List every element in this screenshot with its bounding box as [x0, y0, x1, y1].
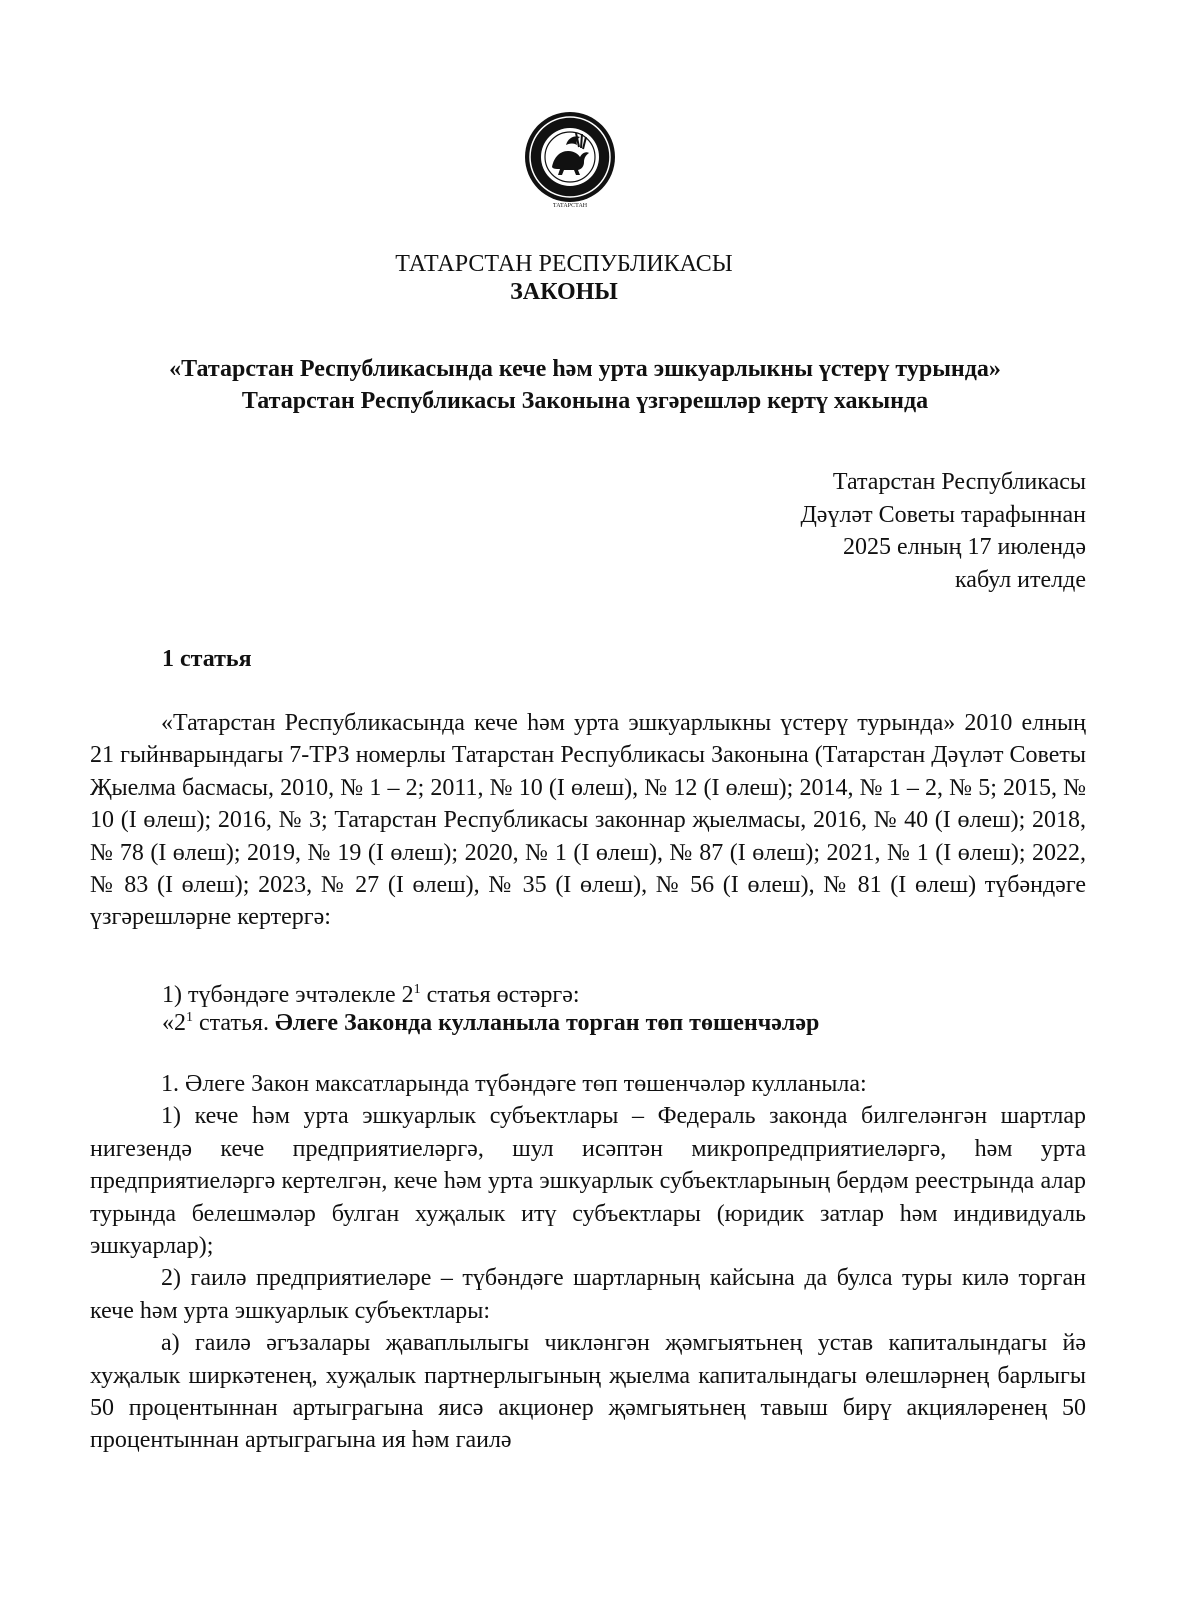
definitions-block [90, 1068, 1086, 1457]
law-heading-line2: Татарстан Республикасы Законына үзгәрешләр кертү хакында [241, 388, 929, 414]
adoption-line3: 2025 елның 17 июлендә [843, 534, 1086, 560]
article-heading: 1 статья [162, 646, 252, 672]
definition-2: 2) гаилә предприятиеләре – түбәндәге шартларның кайсына да булса туры килә торган кече һәм урта эшкуарлык субъектлары: [90, 1265, 1086, 1324]
coat-of-arms-emblem [522, 105, 618, 213]
law-heading [90, 353, 1080, 417]
definitions-intro: 1. Әлеге Закон максатларында түбәндәге төп төшенчәләр кулланыла: [161, 1071, 867, 1097]
article-intro-paragraph: «Татарстан Республикасында кече һәм урта эшкуарлыкны үстерү турында» 2010 елның 21 гыйнварындагы 7-ТРЗ номерлы Татарстан Республикасы Законына (Татарстан Дәүләт Советы Җыелма басмасы, 2010, № 1 – 2; 2011, № 10 (I өлеш), № 12 (I өлеш); 2014, № 1 – 2, № 5; 2015, № 10 (I өлеш); 2016, № 3; Татарстан Республикасы законнар җыелмасы, 2016, № 40 (I өлеш); 2018, № 78 (I өлеш); 2019, № 19 (I өлеш); 2020, № 1 (I өлеш), № 87 (I өлеш); 2021, № 1 (I өлеш); 2022, № 83 (I өлеш); 2023, № 27 (I өлеш), № 35 (I өлеш), № 56 (I өлеш), № 81 (I өлеш) түбәндәге үзгәрешләрне кертергә: [90, 710, 1086, 931]
adoption-note [800, 466, 1086, 596]
law-heading-line1: «Татарстан Республикасында кече һәм урта эшкуарлыкны үстерү турында» [169, 356, 1001, 382]
definition-2a: а) гаилә әгъзалары җаваплылыгы чикләнгән җәмгыятьнең устав капиталындагы йә хуҗалык ширкәтенең, хуҗалык партнерлыгының җыелма капиталындагы өлешләрнең барлыгы 50 процентыннан артыграгына яисә акционер җәмгыятьнең тавыш бирү акцияләренең 50 процентыннан артыграгына ия һәм гаилә [90, 1330, 1086, 1454]
svg-text:ТАТАРСТАН: ТАТАРСТАН [552, 203, 588, 209]
new-article-heading: «$2^1$ статья. Әлеге Законда кулланыла торган төп төшенчәләр [162, 1010, 820, 1036]
item-1-line: 1) түбәндәге эчтәлекле $2^1$ статья өстәргә: [162, 982, 580, 1008]
definition-1: 1) кече һәм урта эшкуарлык субъектлары – Федераль законда билгеләнгән шартлар нигезендә кече предприятиеләргә, шул исәптән микропредприятиеләргә, һәм урта предприятиеләргә кертелгән, кече һәм урта эшкуарлык субъектларының бердәм реестрында алар турында белешмәләр булган хуҗалык итү субъектлары (юридик затлар һәм индивидуаль эшкуарлар); [90, 1103, 1086, 1260]
adoption-line1: Татарстан Республикасы [832, 469, 1086, 495]
law-title: ЗАКОНЫ [510, 279, 618, 305]
adoption-line2: Дәүләт Советы тарафыннан [800, 501, 1086, 528]
republic-title: ТАТАРСТАН РЕСПУБЛИКАСЫ [395, 251, 733, 277]
adoption-line4: кабул ителде [955, 566, 1086, 593]
